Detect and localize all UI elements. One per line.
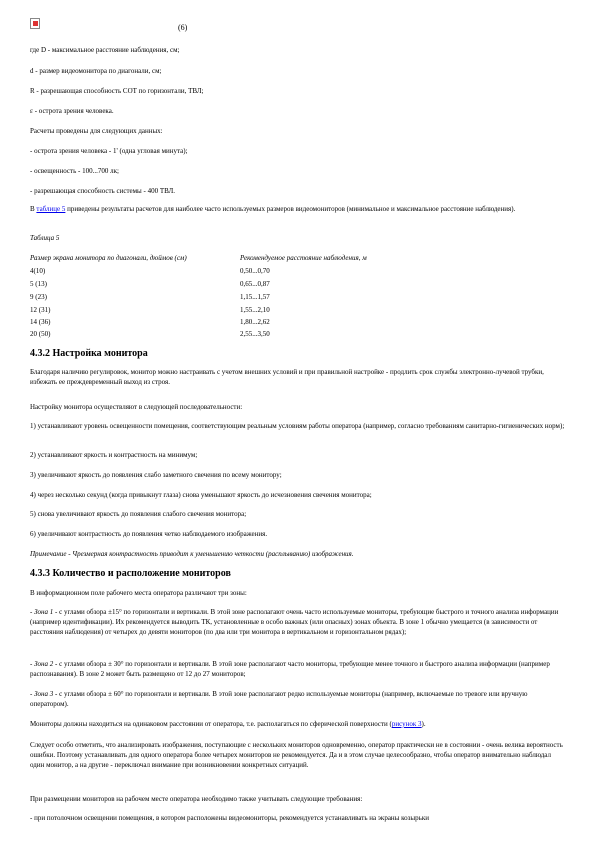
text-line: 2) устанавливают яркость и контрастность на минимум;	[30, 451, 198, 459]
paragraph	[30, 719, 565, 729]
zone-2-paragraph: - Зона 2 - с углами обзора ± 30° по горизонтали и вертикали. В этой зоне располагают часто мониторы, требующие менее точного и быстрого анализа информации (например распознавания). В зоне 2 может быть размещено от 12 до 27 мониторов;	[30, 660, 550, 678]
table-cell: 2,55...3,50	[240, 330, 270, 338]
zone-1-paragraph: - Зона 1 - с углами обзора ±15° по горизонтали и вертикали. В этой зоне располагают очень часто используемые мониторы, требующие быстрого и точного анализа информации (например идентификации). Их рекомендуется выводить ТК, установленные в особо важных (или опасных) зонах объекта. В зоне 1 обычно умещается (в зависимости от расстояния наблюдения) от четырех до девяти мониторов (по два или три монитора в вертикальном и горизонтальном рядах);	[30, 608, 559, 636]
text-line: 6) увеличивают контрастность до появления четко наблюдаемого изображения.	[30, 530, 268, 538]
text-span: - с углами обзора ± 30° по горизонтали и вертикали. В этой зоне располагают часто мониторы, требующие менее точного и быстрого анализа информации (например распознавания). В зоне 2 может быть размещено от 12 до 27 мониторов;	[30, 660, 550, 678]
note: Примечание - Чрезмерная контрастность приводит к уменьшению четкости (расплыванию) изображения.	[30, 550, 354, 558]
text-line: Расчеты проведены для следующих данных:	[30, 127, 163, 135]
table-header-size: Размер экрана монитора по диагонали, дюймов (см)	[30, 254, 187, 262]
text-line: 5) снова увеличивают яркость до появления слабого свечения монитора;	[30, 510, 247, 518]
table-cell: 4(10)	[30, 267, 46, 275]
table-cell: 0,65...0,87	[240, 280, 270, 288]
text-line: d - размер видеомонитора по диагонали, см;	[30, 67, 162, 75]
zone-3-paragraph: - Зона 3 - с углами обзора ± 60° по горизонтали и вертикали. В этой зоне располагают редко используемые мониторы (например, включаемые по тревоге или вручную оператором).	[30, 690, 528, 708]
text-span: Мониторы должны находиться на одинаковом расстоянии от оператора, т.е. располагаться по сферической поверхности (	[30, 720, 392, 728]
zone-label: Зона 1	[34, 608, 54, 616]
table-cell: 0,50...0,70	[240, 267, 270, 275]
text-line: - при потолочном освещении помещения, в котором расположены видеомониторы, рекомендуется устанавливать на экраны козырьки	[30, 814, 429, 822]
text-line: - разрешающая способность системы - 400 ТВЛ.	[30, 187, 175, 195]
text-line: - освещенность - 100...700 лк;	[30, 167, 119, 175]
text-line: В информационном поле рабочего места оператора различают три зоны:	[30, 589, 247, 597]
text-line: R - разрешающая способность СОТ по горизонтали, ТВЛ;	[30, 87, 204, 95]
table-cell: 5 (13)	[30, 280, 47, 288]
zone-label: Зона 2	[34, 660, 54, 668]
section-heading: 4.3.2 Настройка монитора	[30, 348, 148, 359]
table-cell: 12 (31)	[30, 306, 51, 314]
text-span: ).	[421, 720, 426, 728]
paragraph: Благодаря наличию регулировок, монитор можно настраивать с учетом внешних условий и при правильной настройке - продлить срок службы электронно-лучевой трубки, избежать ее преждевременный выход из строя.	[30, 368, 544, 386]
table-5-link[interactable]: таблице 5	[36, 205, 66, 213]
text-line: 3) увеличивают яркость до появления слабо заметного свечения по всему монитору;	[30, 471, 282, 479]
table-cell: 1,55...2,10	[240, 306, 270, 314]
text-span: приведены результаты расчетов для наиболее часто используемых размеров видеомониторов (минимальное и максимальное расстояние наблюдения).	[65, 205, 516, 213]
figure-3-link[interactable]: рисунок 3	[391, 720, 422, 728]
table-intro-paragraph	[30, 204, 565, 214]
text-line: Настройку монитора осуществляют в следующей последовательности:	[30, 403, 243, 411]
table-cell: 14 (36)	[30, 318, 51, 326]
text-span: В	[30, 205, 37, 213]
text-line: - острота зрения человека - 1' (одна угловая минута);	[30, 147, 188, 155]
paragraph: 1) устанавливают уровень освещенности помещения, соответствующим реальным условиям работы оператора (например, согласно требованиям санитарно-гигиенических норм);	[30, 422, 565, 430]
equation-number: (6)	[178, 23, 188, 32]
zone-label: Зона 3	[34, 690, 54, 698]
table-caption: Таблица 5	[30, 234, 60, 242]
text-line: 4) через несколько секунд (когда привыкнут глаза) снова уменьшают яркость до исчезновения свечения монитора;	[30, 491, 372, 499]
table-cell: 9 (23)	[30, 293, 47, 301]
broken-image-icon	[30, 18, 40, 29]
text-span: - с углами обзора ±15° по горизонтали и вертикали. В этой зоне располагают очень часто используемые мониторы, требующие быстрого и точного анализа информации (например идентификации). Их рекомендуется выводить ТК, установленные в особо важных (или опасных) зонах объекта. В зоне 1 обычно умещается (в зависимости от расстояния наблюдения) от четырех до девяти мониторов (по два или три монитора в вертикальном и горизонтальном рядах);	[30, 608, 559, 636]
table-header-distance: Рекомендуемое расстояние наблюдения, м	[240, 254, 367, 262]
text-line: При размещении мониторов на рабочем месте оператора необходимо также учитывать следующие требования:	[30, 795, 363, 803]
table-cell: 1,15...1,57	[240, 293, 270, 301]
text-line: ε - острота зрения человека.	[30, 107, 114, 115]
section-heading: 4.3.3 Количество и расположение мониторов	[30, 568, 231, 579]
text-line: где D - максимальное расстояние наблюдения, см;	[30, 46, 180, 54]
table-cell: 20 (50)	[30, 330, 51, 338]
text-span: - с углами обзора ± 60° по горизонтали и вертикали. В этой зоне располагают редко используемые мониторы (например, включаемые по тревоге или вручную оператором).	[30, 690, 528, 708]
table-cell: 1,80...2,62	[240, 318, 270, 326]
paragraph: Следует особо отметить, что анализировать изображения, поступающие с нескольких мониторов одновременно, оператор практически не в состоянии - очень велика вероятность ошибки. Поэтому устанавливать для одного оператора более четырех мониторов не рекомендуется. Да и в этом случае целесообразно, чтобы оператор внимательно наблюдал один монитор, а на другие - переключал внимание при возникновении конкретных ситуаций.	[30, 741, 563, 769]
